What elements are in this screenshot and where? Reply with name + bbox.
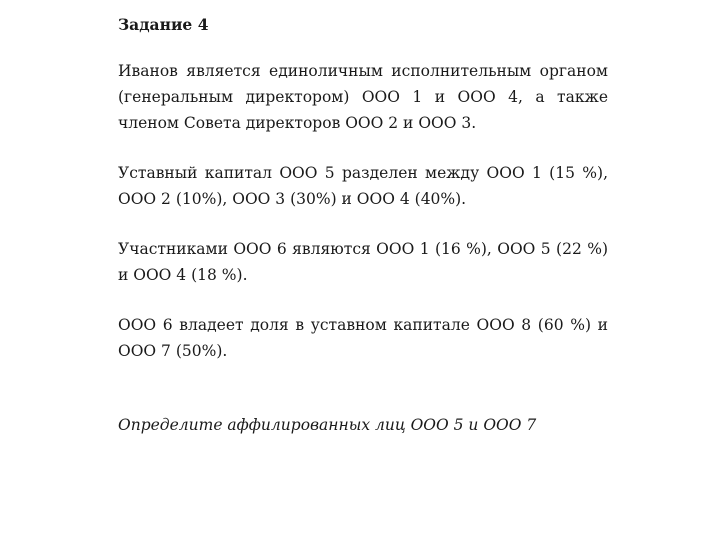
- paragraph-ooo6-holdings: ООО 6 владеет доля в уставном капитале ООО 8 (60 %) и ООО 7 (50%).: [118, 316, 608, 360]
- paragraph-ooo5-capital: Уставный капитал ООО 5 разделен между ООО 1 (15 %), ООО 2 (10%), ООО 3 (30%) и ООО 4 (40%).: [118, 164, 608, 208]
- paragraph-ooo6-members: Участниками ООО 6 являются ООО 1 (16 %), ООО 5 (22 %) и ООО 4 (18 %).: [118, 240, 608, 284]
- task-title: Задание 4: [118, 15, 209, 34]
- paragraph-ivanov: Иванов является единоличным исполнительным органом (генеральным директором) ООО 1 и ООО 4, а также членом Совета директоров ООО 2 и ООО 3.: [118, 62, 608, 132]
- document-page: [118, 12, 608, 462]
- task-question: Определите аффилированных лиц ООО 5 и ООО 7: [118, 416, 537, 434]
